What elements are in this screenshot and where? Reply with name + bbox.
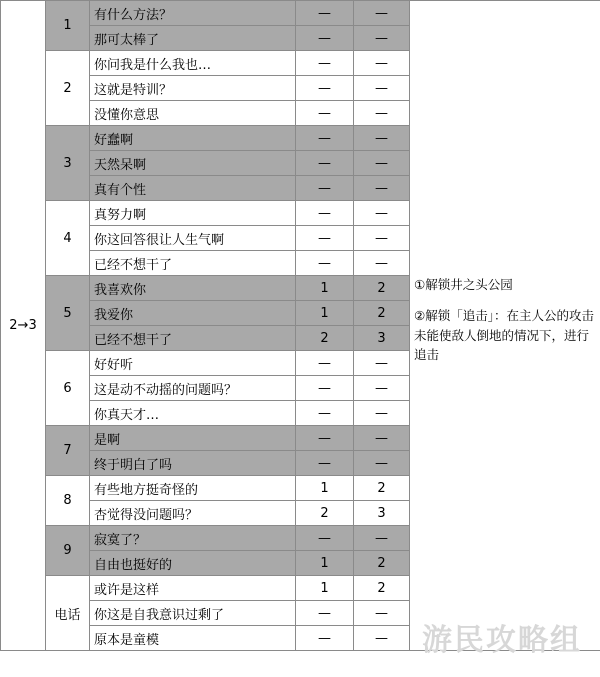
rank-cell: 2→3 bbox=[1, 1, 46, 651]
value-second: — bbox=[354, 251, 410, 276]
choice-text: 有些地方挺奇怪的 bbox=[90, 476, 296, 501]
choice-text: 你真天才… bbox=[90, 401, 296, 426]
value-first: — bbox=[296, 176, 354, 201]
group-label: 2 bbox=[46, 51, 90, 126]
value-second: 2 bbox=[354, 276, 410, 301]
group-label: 7 bbox=[46, 426, 90, 476]
choice-text: 真有个性 bbox=[90, 176, 296, 201]
value-second: — bbox=[354, 451, 410, 476]
choice-text: 你这回答很让人生气啊 bbox=[90, 226, 296, 251]
choice-text: 杏觉得没问题吗？ bbox=[90, 501, 296, 526]
value-second: — bbox=[354, 76, 410, 101]
choice-text: 没懂你意思 bbox=[90, 101, 296, 126]
value-second: — bbox=[354, 351, 410, 376]
choice-text: 原本是童模 bbox=[90, 626, 296, 651]
choice-text: 自由也挺好的 bbox=[90, 551, 296, 576]
choice-text: 有什么方法？ bbox=[90, 1, 296, 26]
choice-text: 这是动不动摇的问题吗？ bbox=[90, 376, 296, 401]
choice-text: 你这是自我意识过剩了 bbox=[90, 601, 296, 626]
choice-text: 已经不想干了 bbox=[90, 326, 296, 351]
choice-text: 已经不想干了 bbox=[90, 251, 296, 276]
value-first: 2 bbox=[296, 501, 354, 526]
value-second: — bbox=[354, 1, 410, 26]
note-text: ②解锁「追击」：在主人公的攻击未能使敌人倒地的情况下，进行追击 bbox=[414, 308, 594, 362]
value-first: — bbox=[296, 201, 354, 226]
value-first: — bbox=[296, 26, 354, 51]
value-first: 2 bbox=[296, 326, 354, 351]
note-text: ①解锁井之头公园 bbox=[414, 276, 513, 292]
value-second: — bbox=[354, 51, 410, 76]
value-second: — bbox=[354, 126, 410, 151]
choice-text: 好蠢啊 bbox=[90, 126, 296, 151]
choice-text: 天然呆啊 bbox=[90, 151, 296, 176]
value-first: 1 bbox=[296, 301, 354, 326]
choice-text: 真努力啊 bbox=[90, 201, 296, 226]
group-label: 1 bbox=[46, 1, 90, 51]
value-second: 2 bbox=[354, 476, 410, 501]
value-first: — bbox=[296, 426, 354, 451]
value-first: — bbox=[296, 151, 354, 176]
group-label: 电话 bbox=[46, 576, 90, 651]
value-first: — bbox=[296, 51, 354, 76]
value-first: — bbox=[296, 1, 354, 26]
value-first: — bbox=[296, 376, 354, 401]
value-first: — bbox=[296, 401, 354, 426]
choice-text: 我喜欢你 bbox=[90, 276, 296, 301]
table-row bbox=[1, 1, 600, 26]
value-second: — bbox=[354, 601, 410, 626]
choice-text: 寂寞了？ bbox=[90, 526, 296, 551]
choice-text: 是啊 bbox=[90, 426, 296, 451]
value-first: 1 bbox=[296, 276, 354, 301]
value-second: — bbox=[354, 101, 410, 126]
value-second: — bbox=[354, 526, 410, 551]
value-second: — bbox=[354, 151, 410, 176]
value-first: — bbox=[296, 126, 354, 151]
value-second: — bbox=[354, 226, 410, 251]
value-second: — bbox=[354, 376, 410, 401]
choice-text: 终于明白了吗 bbox=[90, 451, 296, 476]
value-second: — bbox=[354, 401, 410, 426]
choice-text: 好好听 bbox=[90, 351, 296, 376]
group-label: 5 bbox=[46, 276, 90, 351]
notes-cell bbox=[410, 1, 600, 651]
group-label: 3 bbox=[46, 126, 90, 201]
choice-text: 我爱你 bbox=[90, 301, 296, 326]
value-second: — bbox=[354, 26, 410, 51]
value-first: 1 bbox=[296, 576, 354, 601]
value-first: 1 bbox=[296, 551, 354, 576]
value-first: 1 bbox=[296, 476, 354, 501]
group-label: 9 bbox=[46, 526, 90, 576]
value-second: 3 bbox=[354, 501, 410, 526]
choice-text: 这就是特训？ bbox=[90, 76, 296, 101]
choice-text: 或许是这样 bbox=[90, 576, 296, 601]
choice-text: 那可太棒了 bbox=[90, 26, 296, 51]
group-label: 4 bbox=[46, 201, 90, 276]
value-second: — bbox=[354, 426, 410, 451]
value-second: — bbox=[354, 176, 410, 201]
value-first: — bbox=[296, 526, 354, 551]
value-first: — bbox=[296, 76, 354, 101]
value-first: — bbox=[296, 451, 354, 476]
value-second: 3 bbox=[354, 326, 410, 351]
group-label: 6 bbox=[46, 351, 90, 426]
watermark-logo: 游民攻略组 bbox=[422, 623, 582, 658]
group-label: 8 bbox=[46, 476, 90, 526]
value-first: — bbox=[296, 626, 354, 651]
value-first: — bbox=[296, 601, 354, 626]
choice-text: 你问我是什么我也… bbox=[90, 51, 296, 76]
value-first: — bbox=[296, 351, 354, 376]
value-second: — bbox=[354, 201, 410, 226]
value-first: — bbox=[296, 226, 354, 251]
value-first: — bbox=[296, 251, 354, 276]
value-first: — bbox=[296, 101, 354, 126]
value-second: 2 bbox=[354, 551, 410, 576]
value-second: 2 bbox=[354, 301, 410, 326]
value-second: 2 bbox=[354, 576, 410, 601]
value-second: — bbox=[354, 626, 410, 651]
